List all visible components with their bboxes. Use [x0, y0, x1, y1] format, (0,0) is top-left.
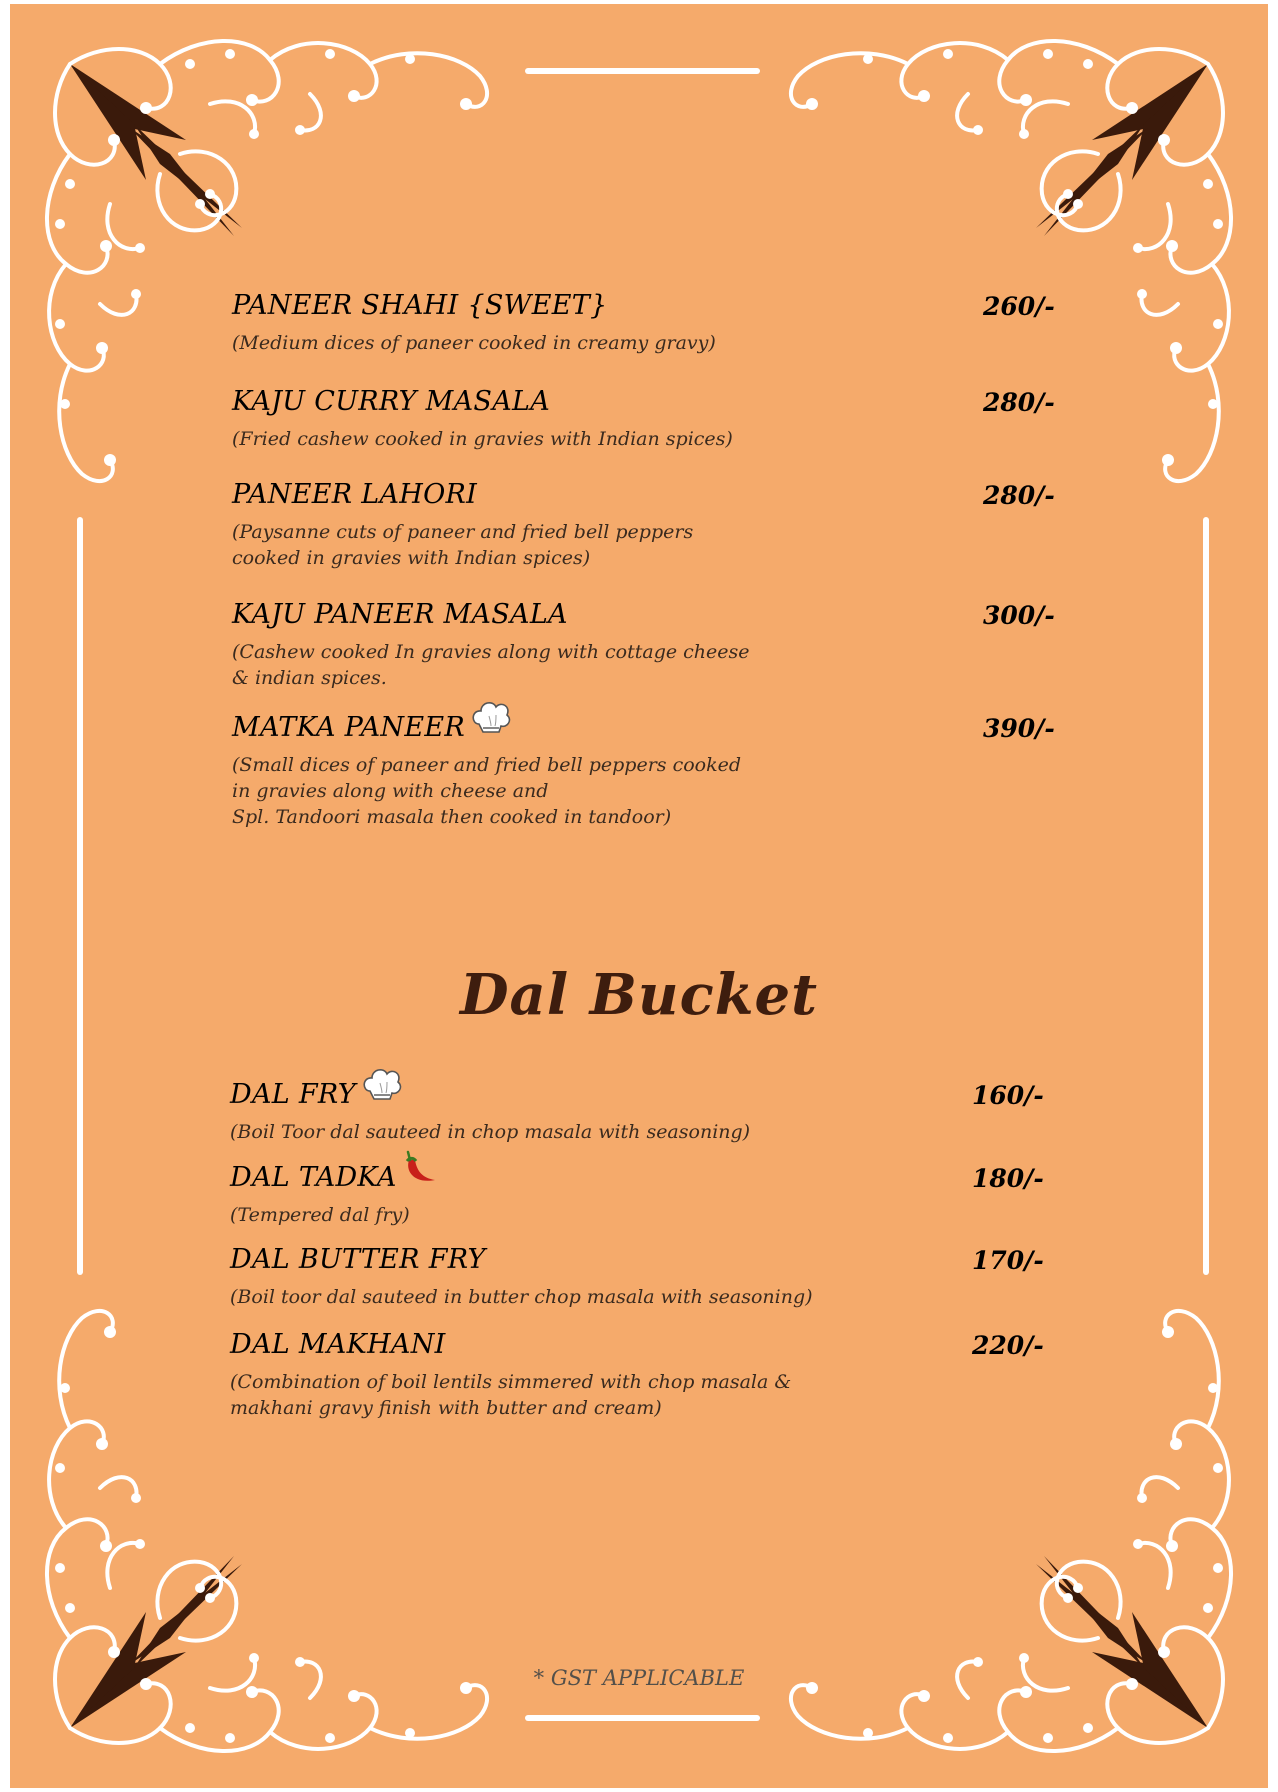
menu-item-name-text: DAL MAKHANI	[230, 1329, 446, 1360]
menu-item-name	[230, 1079, 404, 1112]
menu-item-price: 390/-	[983, 714, 1055, 743]
red-chili-icon	[401, 1150, 439, 1193]
description-line: (Boil Toor dal sauteed in chop masala with seasoning)	[230, 1121, 751, 1143]
description-line: Spl. Tandoori masala then cooked in tandoor)	[232, 806, 672, 828]
menu-item-price: 280/-	[983, 388, 1055, 417]
description-line: (Paysanne cuts of paneer and fried bell peppers	[232, 521, 694, 543]
description-line: (Fried cashew cooked in gravies with Indian spices)	[232, 428, 733, 450]
menu-item-price: 300/-	[983, 601, 1055, 630]
description-line: cooked in gravies with Indian spices)	[232, 547, 591, 569]
menu-item-name-text: PANEER SHAHI {SWEET}	[232, 290, 608, 321]
description-line: (Small dices of paneer and fried bell peppers cooked	[232, 754, 742, 776]
menu-item-description	[232, 752, 741, 830]
menu-item-name	[230, 1162, 439, 1193]
menu-item-name	[230, 1329, 446, 1360]
menu-item-name-text: DAL BUTTER FRY	[230, 1244, 486, 1275]
menu-item-price: 260/-	[983, 292, 1055, 321]
menu-item-description	[230, 1119, 750, 1145]
description-line: in gravies along with cheese and	[232, 780, 549, 802]
menu-item-name	[232, 599, 568, 630]
chef-hat-icon	[469, 698, 513, 745]
menu-item-price: 220/-	[972, 1331, 1044, 1360]
menu-item-name	[232, 386, 550, 417]
menu-item-description	[232, 330, 716, 356]
description-line: (Cashew cooked In gravies along with cottage cheese	[232, 641, 750, 663]
section-title-dal-bucket: Dal Bucket	[459, 962, 819, 1028]
menu-item-description	[232, 639, 750, 691]
menu-item-name-text: DAL FRY	[230, 1079, 356, 1110]
description-line: (Medium dices of paneer cooked in creamy gravy)	[232, 332, 716, 354]
menu-item-description	[230, 1202, 410, 1228]
menu-item-name-text: KAJU CURRY MASALA	[232, 386, 551, 417]
chef-hat-icon	[360, 1065, 404, 1112]
menu-item-price: 160/-	[972, 1081, 1044, 1110]
menu-item-name-text: KAJU PANEER MASALA	[232, 599, 568, 630]
menu-item-description	[232, 519, 693, 571]
menu-item-description	[230, 1369, 791, 1421]
description-line: & indian spices.	[232, 667, 387, 689]
menu-item-name	[232, 712, 513, 745]
menu-item-name	[232, 479, 477, 510]
menu-page	[10, 4, 1268, 1788]
menu-item-name-text: DAL TADKA	[230, 1162, 397, 1193]
menu-item-name-text: PANEER LAHORI	[232, 479, 478, 510]
menu-item-description	[230, 1284, 813, 1310]
menu-item-description	[232, 426, 733, 452]
description-line: makhani gravy finish with butter and cream)	[230, 1397, 662, 1419]
description-line: (Boil toor dal sauteed in butter chop masala with seasoning)	[230, 1286, 813, 1308]
gst-note: * GST APPLICABLE	[533, 1666, 745, 1690]
menu-item-name	[230, 1244, 486, 1275]
menu-item-name-text: MATKA PANEER	[232, 712, 465, 743]
menu-item-name	[232, 290, 608, 321]
menu-item-price: 170/-	[972, 1246, 1044, 1275]
menu-item-price: 280/-	[983, 481, 1055, 510]
description-line: (Combination of boil lentils simmered with chop masala &	[230, 1371, 792, 1393]
menu-item-price: 180/-	[972, 1164, 1044, 1193]
ornamental-border	[10, 4, 1268, 1788]
description-line: (Tempered dal fry)	[230, 1204, 410, 1226]
